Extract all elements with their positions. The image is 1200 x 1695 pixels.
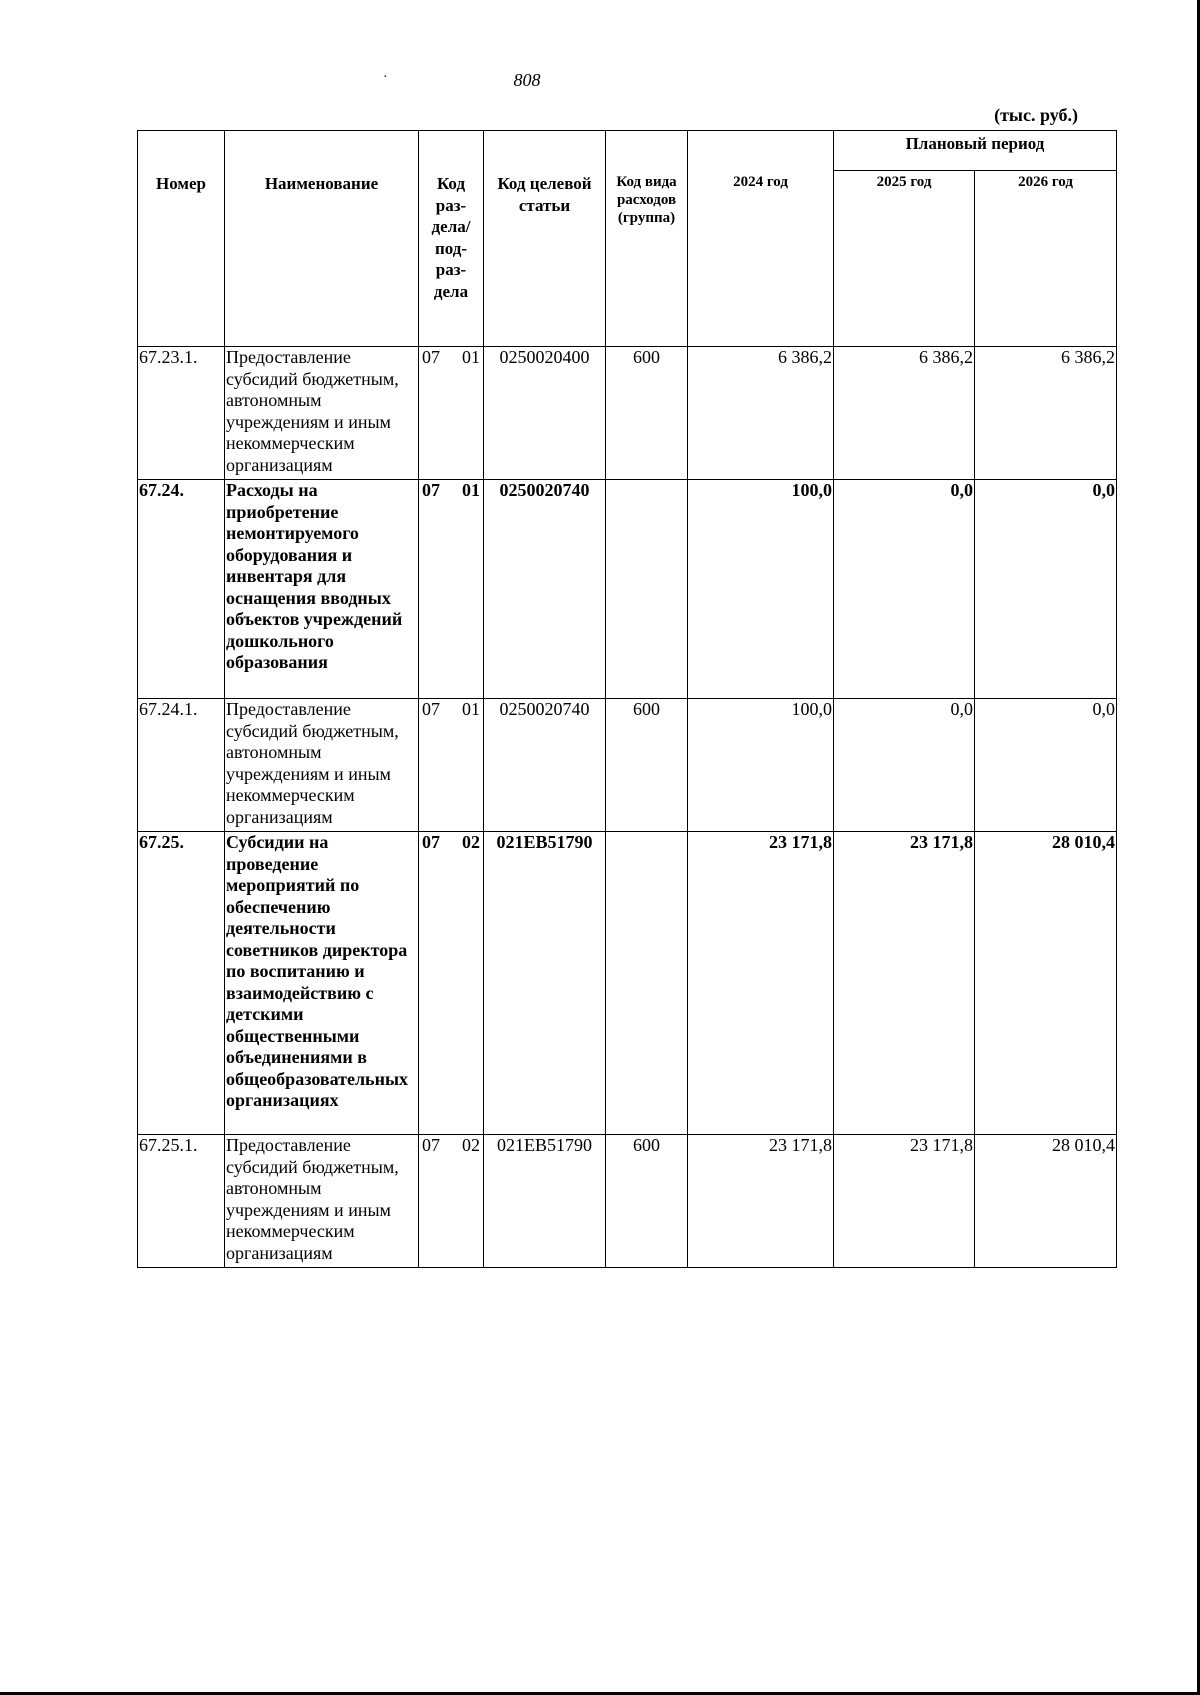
table-row xyxy=(138,480,1117,699)
row-name: Предоставление субсидий бюджетным, автономным учреждениям и иным некоммерческим организациям xyxy=(225,1135,419,1268)
row-number: 67.25.1. xyxy=(138,1135,225,1268)
row-2025: 23 171,8 xyxy=(834,1135,975,1268)
row-2026: 28 010,4 xyxy=(975,832,1117,1135)
row-expense-code: 600 xyxy=(606,699,688,832)
units-label: (тыс. руб.) xyxy=(994,105,1078,125)
row-name: Расходы на приобретение немонтируемого оборудования и инвентаря для оснащения вводных объектов учреждений дошкольного образования xyxy=(225,480,419,699)
row-2025: 23 171,8 xyxy=(834,832,975,1135)
row-section-code xyxy=(419,832,484,1135)
row-section: 07 xyxy=(422,480,440,500)
row-subsection: 01 xyxy=(462,699,480,719)
row-section-code xyxy=(419,347,484,480)
row-section: 07 xyxy=(422,347,440,367)
row-subsection: 02 xyxy=(462,832,480,852)
row-number: 67.23.1. xyxy=(138,347,225,480)
scan-dot: · xyxy=(383,70,388,85)
header-section-code: Код раз-дела/ под-раз-дела xyxy=(419,131,484,347)
row-number: 67.25. xyxy=(138,832,225,1135)
table-row xyxy=(138,1135,1117,1268)
row-expense-code xyxy=(606,480,688,699)
row-expense-code: 600 xyxy=(606,1135,688,1268)
row-name: Предоставление субсидий бюджетным, автономным учреждениям и иным некоммерческим организациям xyxy=(225,347,419,480)
header-2026: 2026 год xyxy=(975,171,1117,347)
row-2024: 6 386,2 xyxy=(688,347,834,480)
row-number: 67.24. xyxy=(138,480,225,699)
row-name: Субсидии на проведение мероприятий по обеспечению деятельности советников директора по воспитанию и взаимодействию с детскими общественными объединениями в общеобразовательных организациях xyxy=(225,832,419,1135)
row-2026: 0,0 xyxy=(975,699,1117,832)
header-target-code: Код целевой статьи xyxy=(484,131,606,347)
row-target-code: 021EB51790 xyxy=(484,832,606,1135)
row-section-code xyxy=(419,480,484,699)
row-2026: 28 010,4 xyxy=(975,1135,1117,1268)
budget-table xyxy=(137,130,1117,1268)
row-number: 67.24.1. xyxy=(138,699,225,832)
table-row xyxy=(138,699,1117,832)
row-2024: 23 171,8 xyxy=(688,832,834,1135)
row-2025: 6 386,2 xyxy=(834,347,975,480)
page-number: 808 xyxy=(513,70,541,90)
header-2025: 2025 год xyxy=(834,171,975,347)
header-number: Номер xyxy=(138,131,225,347)
row-2024: 100,0 xyxy=(688,480,834,699)
row-expense-code xyxy=(606,832,688,1135)
row-target-code: 021EB51790 xyxy=(484,1135,606,1268)
row-2024: 100,0 xyxy=(688,699,834,832)
row-section-code xyxy=(419,699,484,832)
row-name: Предоставление субсидий бюджетным, автономным учреждениям и иным некоммерческим организациям xyxy=(225,699,419,832)
row-section: 07 xyxy=(422,699,440,719)
row-subsection: 01 xyxy=(462,347,480,367)
row-2025: 0,0 xyxy=(834,480,975,699)
header-name: Наименование xyxy=(225,131,419,347)
row-subsection: 01 xyxy=(462,480,480,500)
row-section-code xyxy=(419,1135,484,1268)
table-row xyxy=(138,347,1117,480)
header-planned-period: Плановый период xyxy=(834,131,1117,171)
row-2026: 6 386,2 xyxy=(975,347,1117,480)
row-2025: 0,0 xyxy=(834,699,975,832)
header-expense-code: Код вида расходов (группа) xyxy=(606,131,688,347)
table-row xyxy=(138,832,1117,1135)
row-target-code: 0250020740 xyxy=(484,480,606,699)
row-target-code: 0250020400 xyxy=(484,347,606,480)
row-expense-code: 600 xyxy=(606,347,688,480)
row-subsection: 02 xyxy=(462,1135,480,1155)
row-section: 07 xyxy=(422,832,440,852)
row-2024: 23 171,8 xyxy=(688,1135,834,1268)
row-2026: 0,0 xyxy=(975,480,1117,699)
row-section: 07 xyxy=(422,1135,440,1155)
header-2024: 2024 год xyxy=(688,131,834,347)
row-target-code: 0250020740 xyxy=(484,699,606,832)
